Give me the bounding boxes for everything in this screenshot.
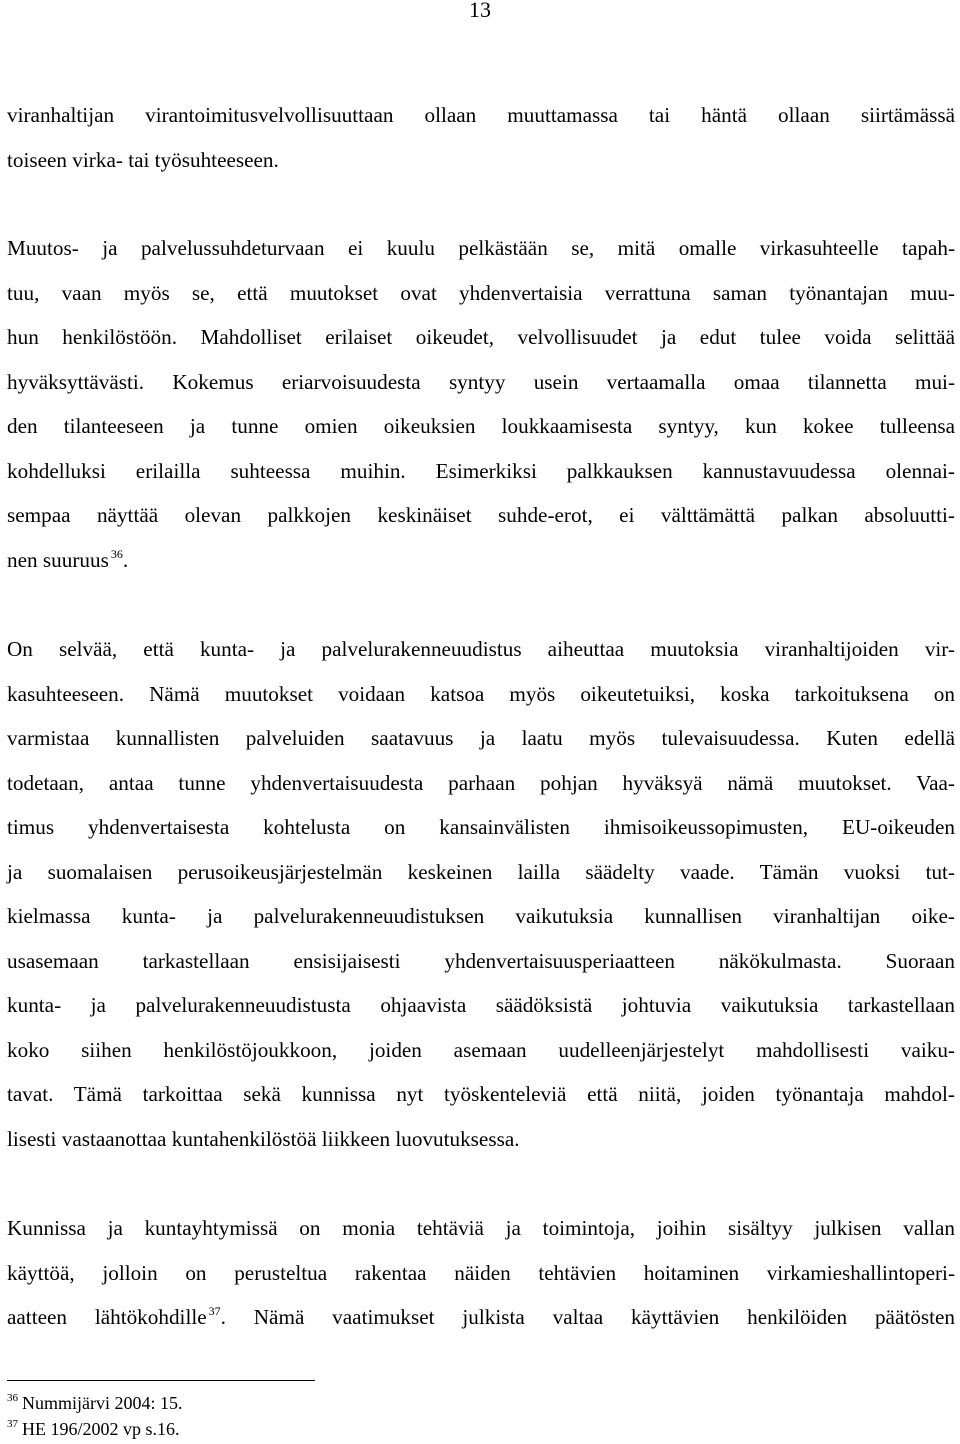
text-line: koko siihen henkilöstöjoukkoon, joiden asemaan uudelleenjärjestelyt mahdollisesti vaiku- [7, 1037, 955, 1062]
text-line: todetaan, antaa tunne yhdenvertaisuudesta parhaan pohjan hyväksyä nämä muutokset. Vaa- [7, 770, 955, 795]
text-line [7, 538, 955, 583]
text-line: kunta- ja palvelurakenneuudistusta ohjaavista säädöksistä johtuvia vaikutuksia tarkastellaan [7, 993, 955, 1017]
text-line: Kunnissa ja kuntayhtymissä on monia tehtäviä ja toimintoja, joihin sisältyy julkisen vallan [7, 1216, 955, 1240]
text-line: sempaa näyttää olevan palkkojen keskinäiset suhde-erot, ei välttämättä palkan absoluutti- [7, 503, 955, 527]
text-fragment: . [122, 547, 129, 572]
text-line: tavat. Tämä tarkoittaa sekä kunnissa nyt työskenteleviä että niitä, joiden työnantaja mahdol- [7, 1082, 955, 1106]
text-line: usasemaan tarkastellaan ensisijaisesti yhdenvertaisuusperiaatteen näkökulmasta. Suoraan [7, 948, 955, 973]
text-line: tuu, vaan myös se, että muutokset ovat yhdenvertaisia verrattuna saman työnantajan muu- [7, 280, 955, 305]
text-fragment: aatteen lähtökohdille [7, 1305, 207, 1329]
text-line: timus yhdenvertaisesta kohtelusta on kansainvälisten ihmisoikeussopimusten, EU-oikeuden [7, 815, 955, 839]
footnote-36 [7, 1392, 183, 1414]
footnote-separator [7, 1380, 315, 1381]
text-line [7, 1295, 955, 1340]
paragraph-1 [7, 93, 955, 182]
text-line: käyttöä, jolloin on perusteltua rakentaa näiden tehtävien hoitaminen virkamieshallintoperi- [7, 1260, 955, 1285]
text-line: hyväksyttävästi. Kokemus eriarvoisuudesta syntyy usein vertaamalla omaa tilannetta mui- [7, 369, 955, 394]
paragraph-4 [7, 1206, 955, 1340]
footnote-reference[interactable]: 36 [110, 546, 123, 561]
paragraph-2 [7, 226, 955, 582]
text-line: kohdelluksi erilailla suhteessa muihin. Esimerkiksi palkkauksen kannustavuudessa olennai- [7, 458, 955, 483]
footnote-number: 37 [7, 1418, 18, 1430]
text-line: Muutos- ja palvelussuhdeturvaan ei kuulu pelkästään se, mitä omalle virkasuhteelle tapah- [7, 236, 955, 260]
text-line: den tilanteeseen ja tunne omien oikeuksien loukkaamisesta syntyy, kun kokee tulleensa [7, 414, 955, 438]
text-line: On selvää, että kunta- ja palvelurakenneuudistus aiheuttaa muutoksia viranhaltijoiden vir- [7, 637, 955, 661]
paragraph-3 [7, 627, 955, 1161]
footnote-reference[interactable]: 37 [208, 1304, 221, 1318]
text-line: ja suomalaisen perusoikeusjärjestelmän keskeinen lailla säädelty vaade. Tämän vuoksi tut- [7, 859, 955, 884]
footnote-37 [7, 1418, 180, 1440]
text-line: lisesti vastaanottaa kuntahenkilöstöä liikkeen luovutuksessa. [7, 1126, 520, 1151]
text-line: varmistaa kunnallisten palveluiden saatavuus ja laatu myös tulevaisuudessa. Kuten edellä [7, 726, 955, 750]
text-line: kielmassa kunta- ja palvelurakenneuudistuksen vaikutuksia kunnallisen viranhaltijan oike- [7, 904, 955, 928]
text-line: toiseen virka- tai työsuhteeseen. [7, 147, 279, 172]
page-number: 13 [469, 0, 491, 22]
text-fragment: . Nämä vaatimukset julkista valtaa käyttävien henkilöiden päätösten [220, 1305, 955, 1329]
text-line: kasuhteeseen. Nämä muutokset voidaan katsoa myös oikeutetuiksi, koska tarkoituksena on [7, 681, 955, 706]
footnote-text: HE 196/2002 vp s.16. [22, 1419, 180, 1439]
text-line: hun henkilöstöön. Mahdolliset erilaiset oikeudet, velvollisuudet ja edut tulee voida selittää [7, 325, 955, 349]
text-fragment: nen suuruus [7, 547, 109, 572]
footnote-number: 36 [7, 1392, 18, 1404]
footnote-text: Nummijärvi 2004: 15. [22, 1393, 183, 1413]
text-line: viranhaltijan virantoimitusvelvollisuuttaan ollaan muuttamassa tai häntä ollaan siirtämässä [7, 103, 955, 127]
